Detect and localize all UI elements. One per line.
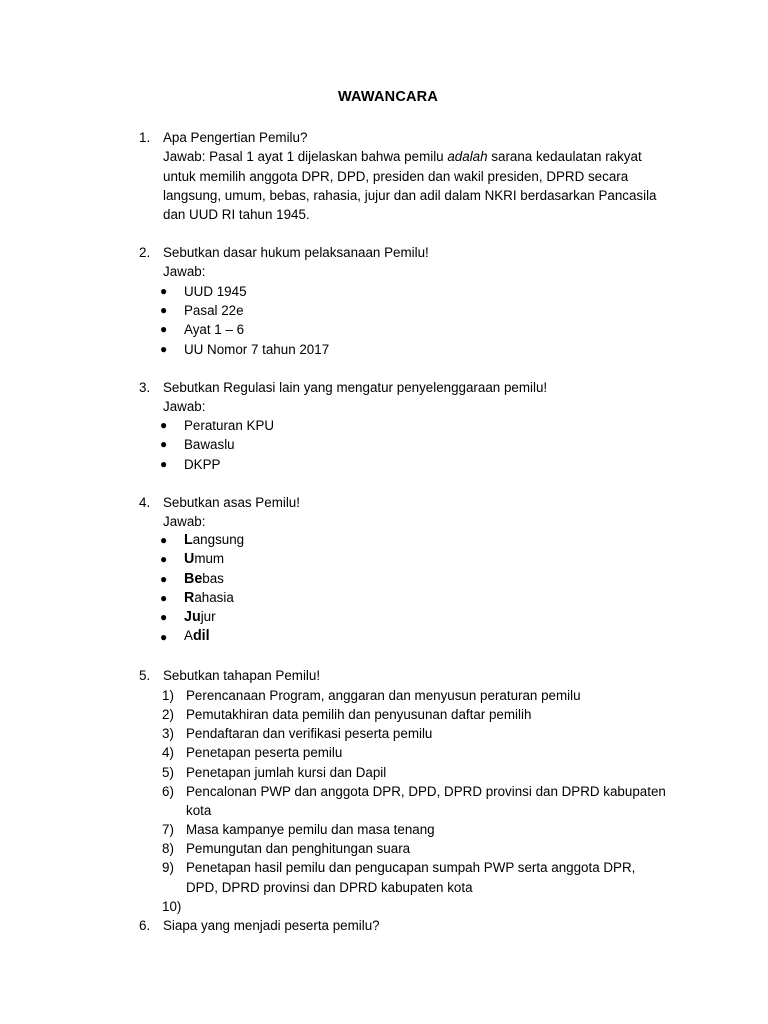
bullet-icon: ●: [160, 630, 168, 644]
bullet-icon: ●: [160, 322, 168, 336]
step-number: 5): [162, 765, 174, 780]
step-number: 1): [162, 688, 174, 703]
list-item: UUD 1945: [184, 284, 247, 299]
list-item: Langsung: [184, 532, 245, 548]
bullet-icon: ●: [160, 437, 168, 451]
answer-label: Jawab:: [163, 399, 206, 414]
answer-line: Jawab: Pasal 1 ayat 1 dijelaskan bahwa pemilu adalah sarana kedaulatan rakyat: [163, 149, 642, 164]
bullet-icon: ●: [160, 418, 168, 432]
bullet-icon: ●: [160, 342, 168, 356]
step-text: Penetapan hasil pemilu dan pengucapan sumpah PWP serta anggota DPR,: [186, 860, 636, 875]
step-text: Penetapan jumlah kursi dan Dapil: [186, 765, 387, 780]
step-number: 8): [162, 841, 174, 856]
bullet-icon: ●: [160, 552, 168, 566]
question-text: Sebutkan tahapan Pemilu!: [163, 668, 321, 683]
question-number: 3.: [139, 380, 151, 395]
step-text-continued: kota: [186, 803, 212, 818]
list-item: Bawaslu: [184, 437, 235, 452]
question-text: Sebutkan Regulasi lain yang mengatur penyelenggaraan pemilu!: [163, 380, 548, 395]
list-item: Ayat 1 – 6: [184, 322, 245, 337]
answer-label: Jawab:: [163, 514, 206, 529]
question-text: Siapa yang menjadi peserta pemilu?: [163, 918, 380, 933]
question-number: 1.: [139, 130, 151, 145]
answer-line: langsung, umum, bebas, rahasia, jujur dan adil dalam NKRI berdasarkan Pancasila: [163, 188, 657, 203]
step-number: 7): [162, 822, 174, 837]
step-number: 9): [162, 860, 174, 875]
list-item: UU Nomor 7 tahun 2017: [184, 342, 330, 357]
step-text: Masa kampanye pemilu dan masa tenang: [186, 822, 435, 837]
step-number: 3): [162, 726, 174, 741]
question-number: 2.: [139, 245, 151, 260]
bullet-icon: ●: [160, 284, 168, 298]
question-text: Apa Pengertian Pemilu?: [163, 130, 308, 145]
question-number: 4.: [139, 495, 151, 510]
document-title: WAWANCARA: [337, 89, 439, 105]
step-text: Pemungutan dan penghitungan suara: [186, 841, 411, 856]
list-item: Bebas: [184, 571, 224, 587]
step-number: 2): [162, 707, 174, 722]
list-item: Peraturan KPU: [184, 418, 275, 433]
list-item: Umum: [184, 551, 225, 567]
list-item: Pasal 22e: [184, 303, 244, 318]
step-text: Pendaftaran dan verifikasi peserta pemilu: [186, 726, 433, 741]
step-text: Perencanaan Program, anggaran dan menyusun peraturan pemilu: [186, 688, 581, 703]
bullet-icon: ●: [160, 457, 168, 471]
bullet-icon: ●: [160, 572, 168, 586]
step-text-continued: DPD, DPRD provinsi dan DPRD kabupaten kota: [186, 880, 473, 895]
answer-line: dan UUD RI tahun 1945.: [163, 207, 310, 222]
list-item: Jujur: [184, 609, 216, 625]
step-text: Pencalonan PWP dan anggota DPR, DPD, DPRD provinsi dan DPRD kabupaten: [186, 784, 666, 799]
bullet-icon: ●: [160, 591, 168, 605]
list-item: Adil: [184, 628, 210, 644]
question-text: Sebutkan asas Pemilu!: [163, 495, 300, 510]
list-item: DKPP: [184, 457, 221, 472]
question-number: 5.: [139, 668, 151, 683]
answer-label: Jawab:: [163, 264, 206, 279]
question-number: 6.: [139, 918, 151, 933]
list-item: Rahasia: [184, 590, 234, 606]
step-text: Penetapan peserta pemilu: [186, 745, 343, 760]
step-number: 6): [162, 784, 174, 799]
step-text: Pemutakhiran data pemilih dan penyusunan daftar pemilih: [186, 707, 532, 722]
bullet-icon: ●: [160, 610, 168, 624]
step-number: 4): [162, 745, 174, 760]
bullet-icon: ●: [160, 533, 168, 547]
question-text: Sebutkan dasar hukum pelaksanaan Pemilu!: [163, 245, 429, 260]
answer-italic-word: adalah: [447, 149, 488, 164]
step-number: 10): [162, 899, 182, 914]
bullet-icon: ●: [160, 303, 168, 317]
answer-line: untuk memilih anggota DPR, DPD, presiden dan wakil presiden, DPRD secara: [163, 169, 629, 184]
